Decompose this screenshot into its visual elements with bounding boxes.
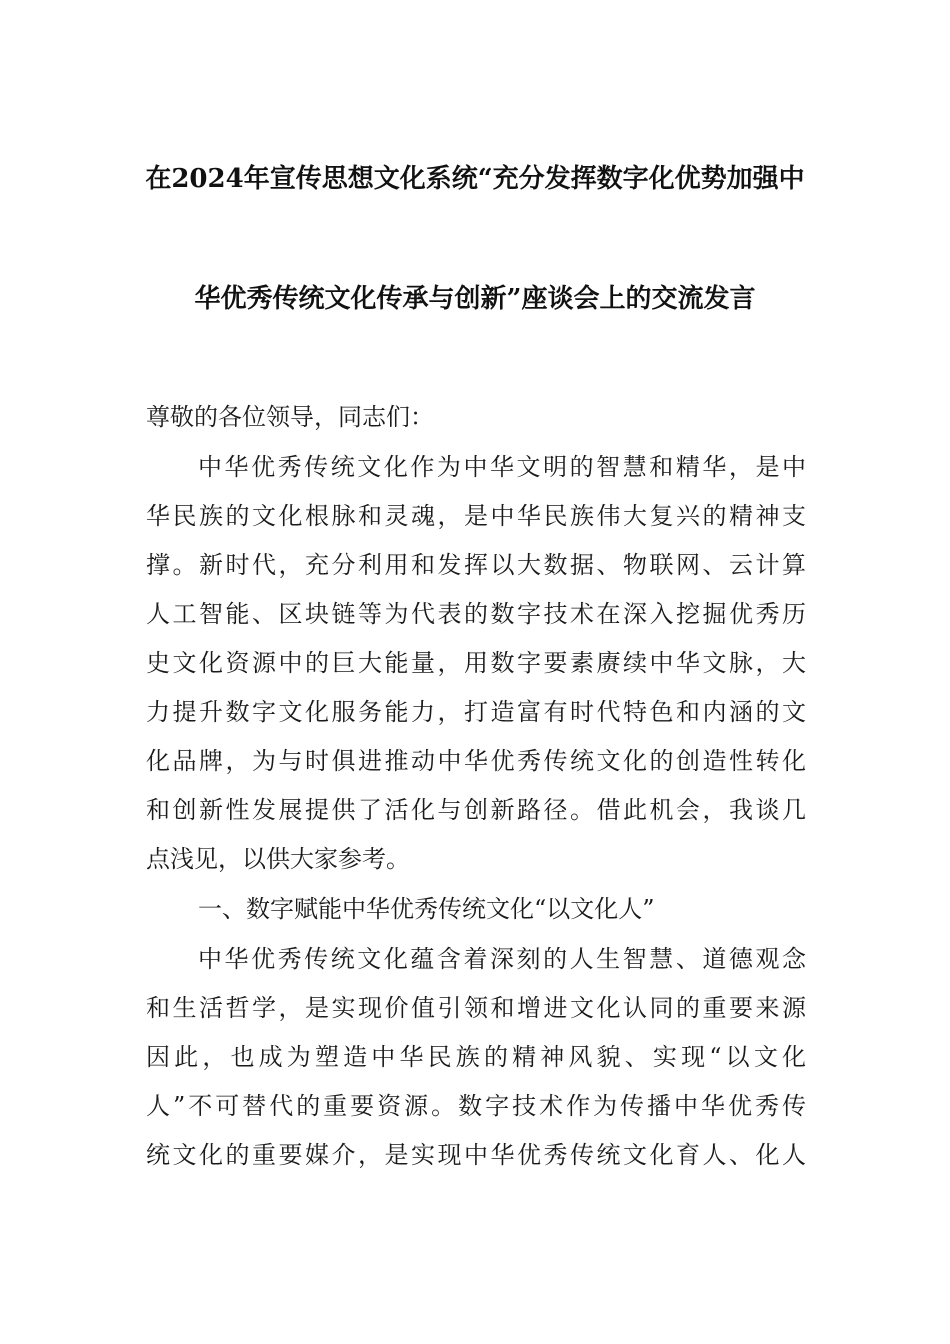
paragraph-2-line-4: 人”不可替代的重要资源。数字技术作为传播中华优秀传 bbox=[146, 1092, 806, 1120]
paragraph-1-line-3: 撑。新时代，充分利用和发挥以大数据、物联网、云计算 bbox=[146, 551, 806, 579]
document-title-line-1: 在2024年宣传思想文化系统“充分发挥数字化优势加强中 bbox=[145, 164, 805, 194]
paragraph-1-line-7: 化品牌，为与时俱进推动中华优秀传统文化的创造性转化 bbox=[146, 747, 806, 775]
paragraph-1-line-4: 人工智能、区块链等为代表的数字技术在深入挖掘优秀历 bbox=[146, 600, 806, 628]
paragraph-2-line-3: 因此，也成为塑造中华民族的精神风貌、实现“以文化 bbox=[146, 1043, 806, 1071]
paragraph-1-line-9: 点浅见，以供大家参考。 bbox=[146, 845, 410, 873]
paragraph-2-line-2: 和生活哲学，是实现价值引领和增进文化认同的重要来源 bbox=[146, 994, 806, 1022]
document-body-continued bbox=[146, 889, 806, 1209]
document-body bbox=[146, 397, 806, 897]
paragraph-1-line-6: 力提升数字文化服务能力，打造富有时代特色和内涵的文 bbox=[146, 698, 806, 726]
salutation: 尊敬的各位领导，同志们： bbox=[146, 403, 434, 431]
paragraph-1-line-1: 中华优秀传统文化作为中华文明的智慧和精华，是中 bbox=[198, 453, 806, 481]
paragraph-1-line-2: 华民族的文化根脉和灵魂，是中华民族伟大复兴的精神支 bbox=[146, 502, 806, 530]
paragraph-1-line-5: 史文化资源中的巨大能量，用数字要素赓续中华文脉，大 bbox=[146, 649, 806, 677]
paragraph-2-line-5: 统文化的重要媒介，是实现中华优秀传统文化育人、化人 bbox=[146, 1141, 806, 1169]
paragraph-1-line-8: 和创新性发展提供了活化与创新路径。借此机会，我谈几 bbox=[146, 796, 806, 824]
paragraph-2-line-1: 中华优秀传统文化蕴含着深刻的人生智慧、道德观念 bbox=[198, 945, 806, 973]
section-heading-1: 一、数字赋能中华优秀传统文化“以文化人” bbox=[198, 895, 655, 923]
document-title-line-2: 华优秀传统文化传承与创新”座谈会上的交流发言 bbox=[194, 284, 756, 314]
